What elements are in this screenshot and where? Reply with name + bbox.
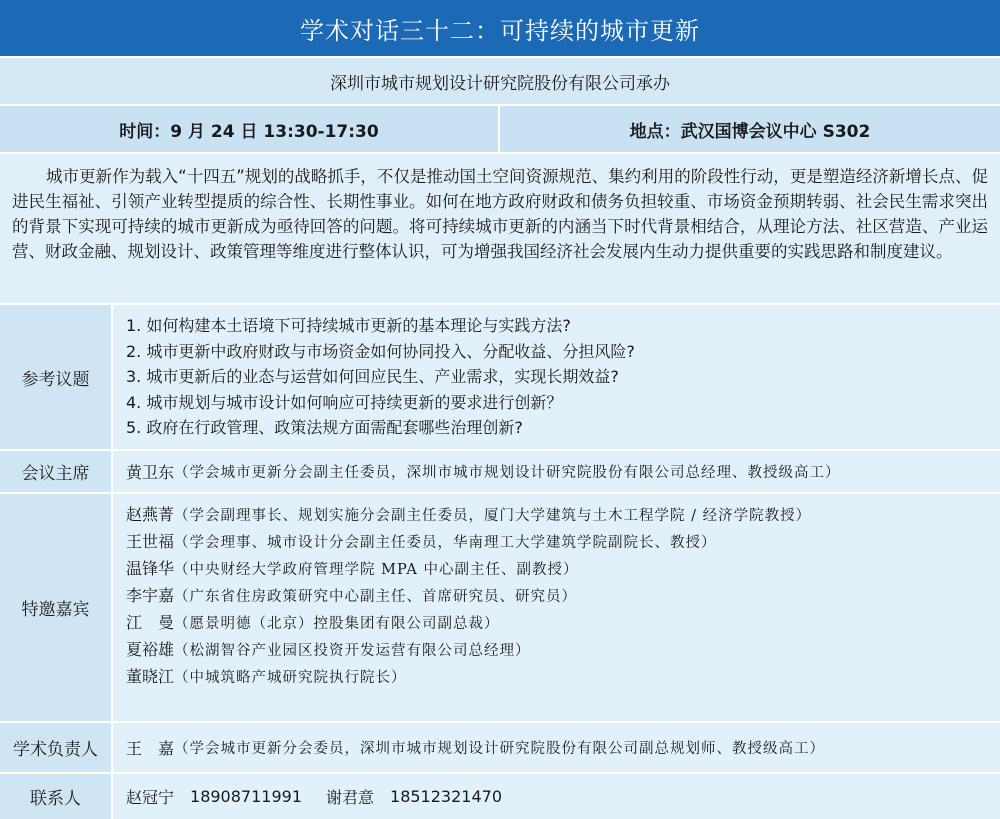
topic-item: 1. 如何构建本土语境下可持续城市更新的基本理论与实践方法? <box>126 316 571 335</box>
responsible-desc: （学会城市更新分会委员，深圳市城市规划设计研究院股份有限公司副总规划师、教授级高工） <box>174 741 826 757</box>
guest-desc: （中城筑略产城研究院执行院长） <box>174 670 407 686</box>
guest-item <box>126 664 1000 691</box>
guest-name: 董晓江 <box>126 667 175 686</box>
contact-content <box>113 774 1000 819</box>
guest-name: 夏裕雄 <box>126 640 175 659</box>
guest-item <box>126 637 1000 664</box>
guest-name: 江 曼 <box>126 613 175 632</box>
contact-phone-1[interactable]: 18908711991 <box>190 787 302 806</box>
responsible-name: 王 嘉 <box>126 739 175 758</box>
guest-item <box>126 610 1000 637</box>
event-time: 时间：9 月 24 日 13:30-17:30 <box>0 106 500 152</box>
guest-item <box>126 502 1000 529</box>
guest-name: 赵燕菁 <box>126 505 175 524</box>
guests-label: 特邀嘉宾 <box>0 494 113 721</box>
guest-name: 温锋华 <box>126 559 175 578</box>
chair-row <box>0 451 1000 494</box>
guest-name: 王世福 <box>126 532 175 551</box>
responsible-row <box>0 723 1000 774</box>
guest-desc: （松湖智谷产业园区投资开发运营有限公司总经理） <box>174 643 531 659</box>
topic-item: 3. 城市更新后的业态与运营如何回应民生、产业需求，实现长期效益? <box>126 367 619 386</box>
topics-label: 参考议题 <box>0 305 113 449</box>
guest-name: 李宇嘉 <box>126 586 175 605</box>
chair-content <box>113 451 1000 492</box>
chair-desc: （学会城市更新分会副主任委员，深圳市城市规划设计研究院股份有限公司总经理、教授级高工） <box>174 465 841 481</box>
guests-row <box>0 494 1000 723</box>
topic-item: 2. 城市更新中政府财政与市场资金如何协同投入、分配收益、分担风险? <box>126 341 635 361</box>
contact-person-2: 谢君意 <box>326 788 375 807</box>
topics-list <box>113 305 1000 449</box>
guest-item <box>126 529 1000 556</box>
responsible-label: 学术负责人 <box>0 723 113 772</box>
guest-desc: （学会理事、城市设计分会副主任委员，华南理工大学建筑学院副院长、教授） <box>174 535 717 551</box>
chair-label: 会议主席 <box>0 451 113 492</box>
responsible-content <box>113 723 1000 772</box>
intro-paragraph: 城市更新作为载入“十四五”规划的战略抓手，不仅是推动国土空间资源规范、集约利用的阶段性行动，更是塑造经济新增长点、促进民生福祉、引领产业转型提质的综合性、长期性事业。如何在地方政府财政和债务负担较重、市场资金预期转弱、社会民生需求突出的背景下实现可持续的城市更新成为亟待回答的问题。将可持续城市更新的内涵当下时代背景相结合，从理论方法、社区营造、产业运营、财政金融、规划设计、政策管理等维度进行整体认识，可为增强我国经济社会发展内生动力提供重要的实践思路和制度建议。 <box>0 154 1000 305</box>
chair-name: 黄卫东 <box>126 463 175 482</box>
contact-person-1: 赵冠宁 <box>126 788 175 807</box>
guests-list <box>113 494 1000 721</box>
topics-row <box>0 305 1000 451</box>
guest-desc: （愿景明德（北京）控股集团有限公司副总裁） <box>174 616 500 632</box>
topic-item: 4. 城市规划与城市设计如何响应可持续更新的要求进行创新？ <box>126 392 563 412</box>
contact-phone-2[interactable]: 18512321470 <box>390 787 502 806</box>
guest-item <box>126 556 1000 583</box>
guest-desc: （广东省住房政策研究中心副主任、首席研究员、研究员） <box>174 589 578 605</box>
contact-label: 联系人 <box>0 774 113 819</box>
page-title: 学术对话三十二：可持续的城市更新 <box>0 0 1000 56</box>
guest-desc: （学会副理事长、规划实施分会副主任委员，厦门大学建筑与土木工程学院 / 经济学院教授） <box>174 508 812 524</box>
time-place-row <box>0 106 1000 154</box>
organizer-banner: 深圳市城市规划设计研究院股份有限公司承办 <box>0 56 1000 106</box>
guest-item <box>126 583 1000 610</box>
contact-row <box>0 774 1000 819</box>
guest-desc: （中央财经大学政府管理学院 MPA 中心副主任、副教授） <box>174 562 579 578</box>
topic-item: 5. 政府在行政管理、政策法规方面需配套哪些治理创新? <box>126 418 523 437</box>
event-place: 地点：武汉国博会议中心 S302 <box>629 121 871 142</box>
